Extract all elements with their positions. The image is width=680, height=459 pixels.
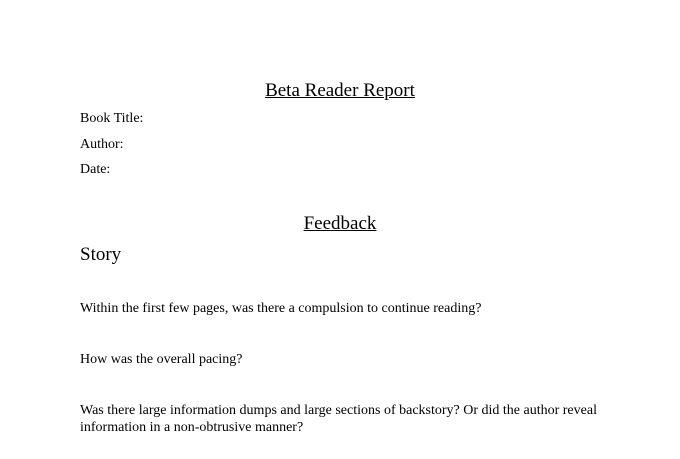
feedback-heading: Feedback [303,213,377,234]
document-title: Beta Reader Report [265,80,415,101]
question-3-line-1: Was there large information dumps and large sections of backstory? Or did the author reveal [80,403,597,418]
story-heading: Story [80,244,122,265]
author-label: Author: [80,137,124,152]
question-2: How was the overall pacing? [80,352,243,367]
date-label: Date: [80,162,111,177]
question-3-line-2: information in a non-obtrusive manner? [80,420,304,435]
book-title-label: Book Title: [80,111,144,126]
question-1: Within the first few pages, was there a compulsion to continue reading? [80,301,482,316]
